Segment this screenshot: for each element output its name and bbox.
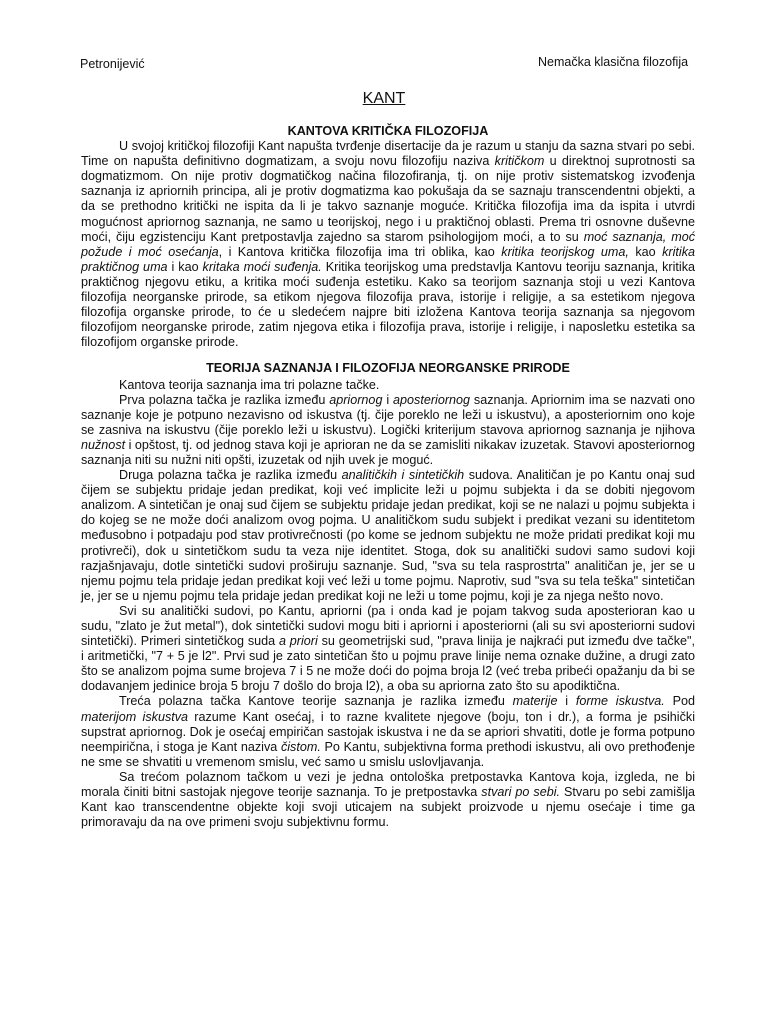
paragraph (81, 468, 695, 604)
italic-text: materije (512, 694, 558, 709)
section-body (81, 378, 695, 831)
italic-text: a priori (278, 634, 318, 649)
italic-text: moć saznanja, moć požude i moć osećanja (81, 229, 695, 259)
section-heading: TEORIJA SAZNANJA I FILOZOFIJA NEORGANSKE PRIRODE (206, 361, 570, 376)
italic-text: čistom. (280, 739, 321, 754)
text-run: Kantova teorija saznanja ima tri polazne tačke. (119, 377, 380, 392)
text-run: kao (628, 244, 663, 259)
text-run: i (382, 392, 394, 407)
italic-text: analitičkih i sintetičkih (341, 468, 465, 483)
text-run: i (557, 694, 576, 709)
paragraph (81, 770, 695, 830)
text-run: saznanja. Apriornim ima se nazvati ono saznanje koje je potpuno nezavisno od iskustva (tj. čije poreklo ne leži u iskustvu), a aposteriornim ono koje se zasniva na iskustvu (čije poreklo leži u iskustvu). Logički kriterijum stavova apriornog saznanja je njihova (81, 392, 695, 437)
text-run: Pod (664, 694, 695, 709)
text-run: Prva polazna tačka je razlika između (119, 392, 330, 407)
italic-text: stvari po sebi. (481, 785, 560, 800)
document-body (81, 124, 695, 830)
italic-text: kritika teorijskog uma, (501, 244, 629, 259)
text-run: Sa trećom polaznom tačkom u vezi je jedna ontološka pretpostavka Kantova koja, izgleda, ne bi morala činiti bitni sastojak njegove teorije saznanja. To je pretpostavka (81, 769, 695, 800)
paragraph (81, 694, 695, 769)
text-run: su geometrijski sud, "prava linija je najkraći put između dve tačke", i aritmetički, "7 + 5 je l2". Prvi sud je zato sintetičan što u pojmu prave linije nema oznake dužine, a drugi zato što se analizom pojma sume brojeva 7 i 5 ne može doći do pojma broja l2 (već treba pribeći opažanju da bi se dodavanjem jedinice broja 5 broju 7 došlo do broja l2), a oba su apriorna zato što su apodiktična. (81, 634, 695, 694)
text-run: Druga polazna tačka je razlika između (119, 468, 342, 483)
text-run: , i Kantova kritička filozofija ima tri oblika, kao (218, 244, 502, 259)
paragraph (81, 378, 695, 393)
section-heading: KANTOVA KRITIČKA FILOZOFIJA (287, 124, 489, 138)
paragraph (81, 139, 695, 350)
text-run: i opštost, tj. od jednog stava koji je aprioran ne da se zamisliti nikakav izuzetak. Stavovi aposteriornog saznanja niti su nužni niti opšti, izuzetak od njih uvek je moguć. (81, 437, 695, 467)
text-run: u direktnoj suprotnosti sa dogmatizmom. On nije protiv dogmatičkog načina filozofiranja, tj. on nije protiv sistematskog izvođenja saznanja iz apriornih principa, ali je protiv dogmatizma kao pokušaja da se saznaju transcendentni objekti, a da se prethodno kritički ne ispita da li je takvo saznanje moguće. Kritička filozofija ima da ispita i utvrdi mogućnost apriornog saznanja, ne samo u teorijskoj, nego i u praktičnoj oblasti. Prema tri osnovne duševne moći, čiju egzistenciju Kant pretpostavlja zajedno sa starom psihologijom moći, a to su (81, 154, 695, 244)
italic-text: kritičkom (494, 154, 545, 169)
italic-text: aposteriornog (393, 392, 471, 407)
text-run: Po Kantu, subjektivna forma prethodi iskustvu, ali ovo prethođenje ne sme se shvatiti u vremenom smislu, već samo u smislu uslovljavanja. (81, 739, 695, 769)
italic-text: apriornog (329, 392, 383, 407)
section-body (81, 139, 695, 350)
text-run: Stvaru po sebi zamišlja Kant kao transcendentne objekte koji svoji uticajem na subjekt proizvode u njemu osećaje i time ga primoravaju da na ove primeni svoju subjektivnu formu. (81, 785, 695, 830)
page-title: KANT (362, 90, 406, 107)
italic-text: kritika praktičnog uma (81, 244, 695, 274)
header-author: Petronijević (80, 57, 145, 71)
italic-text: nužnost (81, 437, 126, 452)
text-run: razume Kant osećaj, i to razne kvalitete njegove (boju, ton i dr.), a forma je psihički supstrat apriornog. Dok je osećaj empiričan sastojak iskustva i ne da se apriori shvatiti, dotle je forma potpuno neempirična, i stoga je Kant naziva (81, 709, 695, 754)
italic-text: forme iskustva. (575, 694, 665, 709)
text-run: Treća polazna tačka Kantove teorije saznanja je razlika između (119, 694, 513, 709)
text-run: U svojoj kritičkoj filozofiji Kant napušta tvrđenje disertacije da je razum u stanju da sazna stvari po sebi. Time on napušta definitivno dogmatizam, a svoju novu filozofiju naziva (81, 139, 695, 169)
header-course: Nemačka klasična filozofija (538, 55, 689, 69)
italic-text: kritaka moći suđenja. (202, 259, 322, 274)
text-run: i kao (167, 259, 203, 274)
text-run: Svi su analitički sudovi, po Kantu, apriorni (pa i onda kad je pojam takvog suda aposterioran kao u sudu, "zlato je žut metal"), dok sintetički sudovi mogu biti i apriorni i aposteriorni (ali su svi aposteriorni sudovi sintetički). Primeri sintetičkog suda (81, 603, 695, 649)
paragraph (81, 393, 695, 468)
text-run: Kritika teorijskog uma predstavlja Kantovu teoriju saznanja, kritika praktičnog njegovu etiku, a kritika moći suđenja estetiku. Kako sa teorijom saznanja stoji u vezi Kantova filozofija neorganske prirode, sa etikom njegova filozofija prava, istorije i religije, a sa estetikom njegova filozofija organske prirode, to će u sledećem najpre biti izložena Kantova teorija saznanja sa njegovom filozofijom neorganske prirode, zatim njegova etika i filozofija prava, istorije i religije, i naposletku estetika sa filozofijom organske prirode. (81, 259, 696, 350)
italic-text: materijom iskustva (81, 709, 189, 724)
text-run: sudova. Analitičan je po Kantu onaj sud čijem se subjektu pridaje jedan predikat, koji već implicite leži u pojmu subjekta i da se dobiti njegovom analizom. A sintetičan je onaj sud čijem se subjektu pridaje jedan predikat, koji se ne nalazi u pojmu subjekta i do kojeg se ne može doći analizom ovog pojma. U analitičkom sudu subjekt i predikat vezani su identitetom međusobno i potpadaju pod stav protivrečnosti (po kome se jednom subjektu ne može pridati predikat koji mu protivreči), dok u sintetičkom sudu ta veza nije identitet. Stoga, dok su analitički sudovi samo sudovi koji razjašnjavaju, dotle sintetički sudovi proširuju saznanje. Sud, "sva su tela rasprostrta" analitičan je, jer se u njemu pojmu tela pridaje jedan predikat koji već leži u tome pojmu. Naprotiv, sud "sva su tela teška" sintetičan je, jer se u njemu pojmu tela pridaje jedan predikat koji ne leži u tome pojmu, koji je za njega nešto novo. (81, 468, 695, 603)
paragraph (81, 604, 695, 695)
